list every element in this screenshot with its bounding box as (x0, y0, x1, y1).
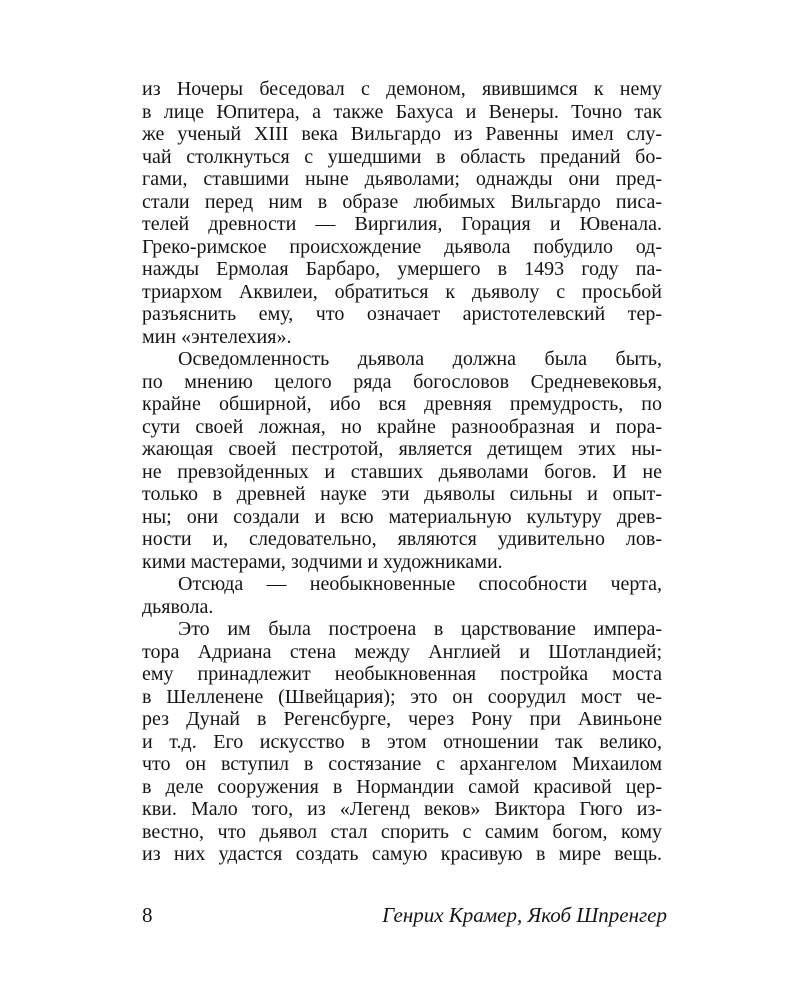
text-line: стали перед ним в образе любимых Вильгардо писа- (142, 190, 662, 213)
running-title: Генрих Крамер, Якоб Шпренгер (382, 903, 667, 927)
text-line: тора Адриана стена между Англией и Шотландией; (142, 640, 662, 663)
page-number: 8 (142, 903, 153, 927)
text-line: жающая своей пестротой, является детищем этих ны- (142, 438, 662, 460)
page-footer (142, 902, 667, 928)
text-line: только в древней науке эти дьяволы сильны и опыт- (142, 483, 662, 505)
text-line: в деле сооружения в Нормандии самой красивой цер- (142, 775, 662, 798)
text-line: из них удастся создать самую красивую в мире вещь. (142, 843, 662, 865)
text-line: вестно, что дьявол стал спорить с самим богом, кому (142, 820, 662, 843)
text-line: разъяснить ему, что означает аристотелевский тер- (142, 303, 662, 325)
text-line: в Шелленене (Швейцария); это он соорудил мост че- (142, 685, 662, 708)
text-line: чай столкнуться с ушедшими в область преданий бо- (142, 145, 662, 168)
text-line: нажды Ермолая Барбаро, умершего в 1493 году па- (142, 258, 662, 280)
text-line: дьявола. (142, 595, 214, 618)
text-line: гами, ставшими ныне дьяволами; однажды они пред- (142, 168, 662, 190)
text-line: мин «энтелехия». (142, 325, 292, 348)
text-line: ны; они создали и всю материальную культуру древ- (142, 505, 662, 528)
text-line: что он вступил в состязание с архангелом Михаилом (142, 753, 662, 775)
text-line: кви. Мало того, из «Легенд веков» Виктора Гюго из- (142, 798, 662, 820)
text-line: в лице Юпитера, а также Бахуса и Венеры. Точно так (142, 100, 662, 123)
text-line: рез Дунай в Регенсбурге, через Рону при Авиньоне (142, 708, 662, 730)
text-line: сути своей ложная, но крайне разнообразная и пора- (142, 415, 662, 438)
text-line: Греко-римское происхождение дьявола побудило од- (142, 235, 662, 258)
text-line: триархом Аквилеи, обратиться к дьяволу с просьбой (142, 280, 662, 303)
text-line: крайне обширной, ибо вся древняя премудрость, по (142, 393, 662, 415)
text-line: кими мастерами, зодчими и художниками. (142, 550, 503, 573)
text-line: же ученый XIII века Вильгардо из Равенны имел слу- (142, 123, 662, 145)
text-line: ности и, следовательно, являются удивительно лов- (142, 528, 662, 550)
text-line: из Ночеры беседовал с демоном, явившимся к нему (142, 78, 662, 100)
text-line: и т.д. Его искусство в этом отношении так велико, (142, 730, 662, 753)
text-line: по мнению целого ряда богословов Средневековья, (142, 370, 662, 393)
paragraph-first-line: Осведомленность дьявола должна была быть, (178, 348, 662, 370)
text-line: ему принадлежит необыкновенная постройка моста (142, 663, 662, 685)
paragraph-first-line: Это им была построена в царствование импера- (178, 618, 662, 640)
paragraph-first-line: Отсюда — необыкновенные способности черта, (178, 573, 662, 595)
text-line: телей древности — Виргилия, Горация и Ювенала. (142, 213, 662, 235)
text-line: не превзойденных и ставших дьяволами богов. И не (142, 460, 662, 483)
body-text (142, 78, 662, 866)
